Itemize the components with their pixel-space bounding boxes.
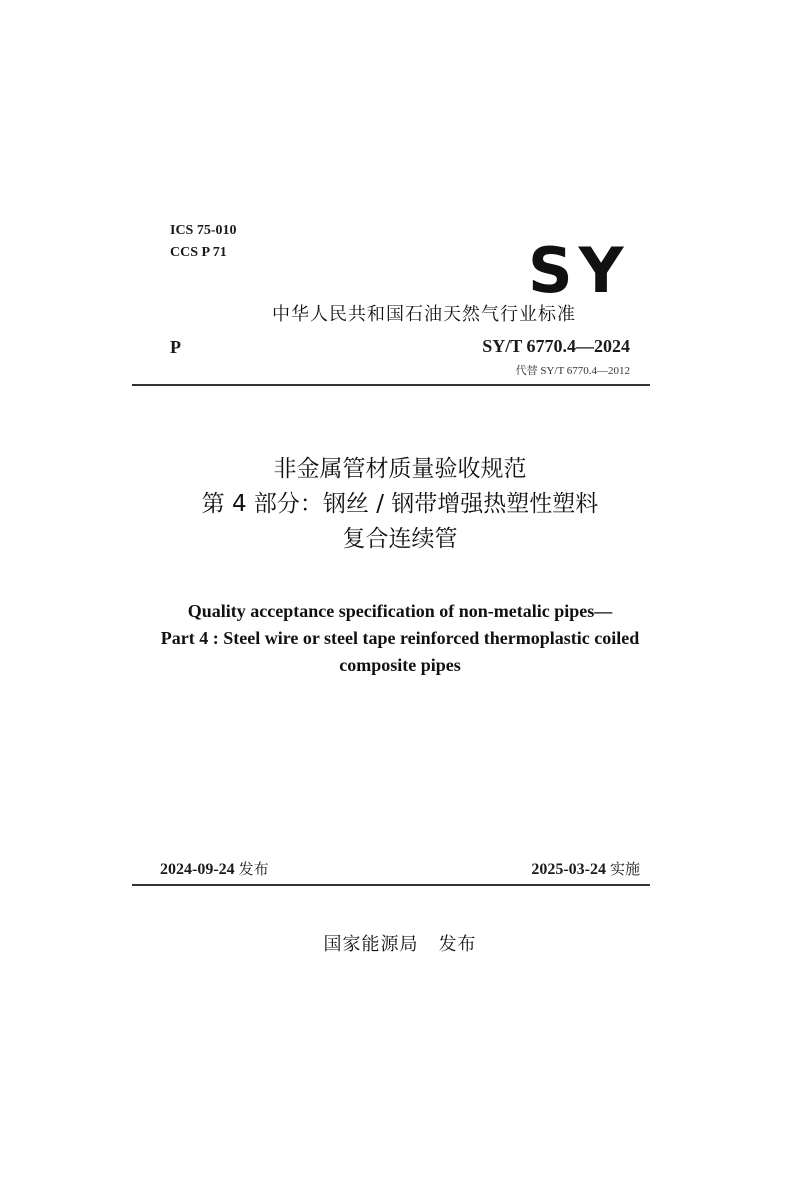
implementation-date xyxy=(531,858,640,879)
issue-date xyxy=(160,858,269,879)
category-code: P xyxy=(170,337,181,357)
bottom-divider xyxy=(132,884,650,886)
industry-standard-name: 中华人民共和国石油天然气行业标准 xyxy=(272,304,576,325)
issue-date-value: 2024-09-24 xyxy=(160,861,235,878)
classification-codes xyxy=(170,220,237,264)
chinese-title-line-2: 第 4 部分：钢丝 / 钢带增强热塑性塑料 xyxy=(201,491,599,517)
english-title xyxy=(0,598,800,679)
implementation-date-label: 实施 xyxy=(609,860,640,878)
english-title-line-3: composite pipes xyxy=(339,655,461,675)
top-divider xyxy=(132,384,650,386)
implementation-date-value: 2025-03-24 xyxy=(531,861,606,878)
ccs-code: CCS P 71 xyxy=(170,245,227,260)
chinese-title-line-3: 复合连续管 xyxy=(342,526,458,552)
issue-date-label: 发布 xyxy=(238,860,269,878)
publisher xyxy=(0,930,800,956)
chinese-title-line-1: 非金属管材质量验收规范 xyxy=(273,456,527,482)
chinese-title xyxy=(0,452,800,557)
sy-logo: SY xyxy=(528,234,630,307)
publisher-name: 国家能源局 xyxy=(323,934,419,955)
publish-label: 发布 xyxy=(438,934,477,955)
standard-number: SY/T 6770.4—2024 xyxy=(482,336,630,356)
ics-code: ICS 75-010 xyxy=(170,223,237,238)
replaces-standard: 代替 SY/T 6770.4—2012 xyxy=(515,365,630,377)
english-title-line-2: Part 4 : Steel wire or steel tape reinforced thermoplastic coiled xyxy=(160,628,640,648)
english-title-line-1: Quality acceptance specification of non-metalic pipes— xyxy=(187,601,613,621)
